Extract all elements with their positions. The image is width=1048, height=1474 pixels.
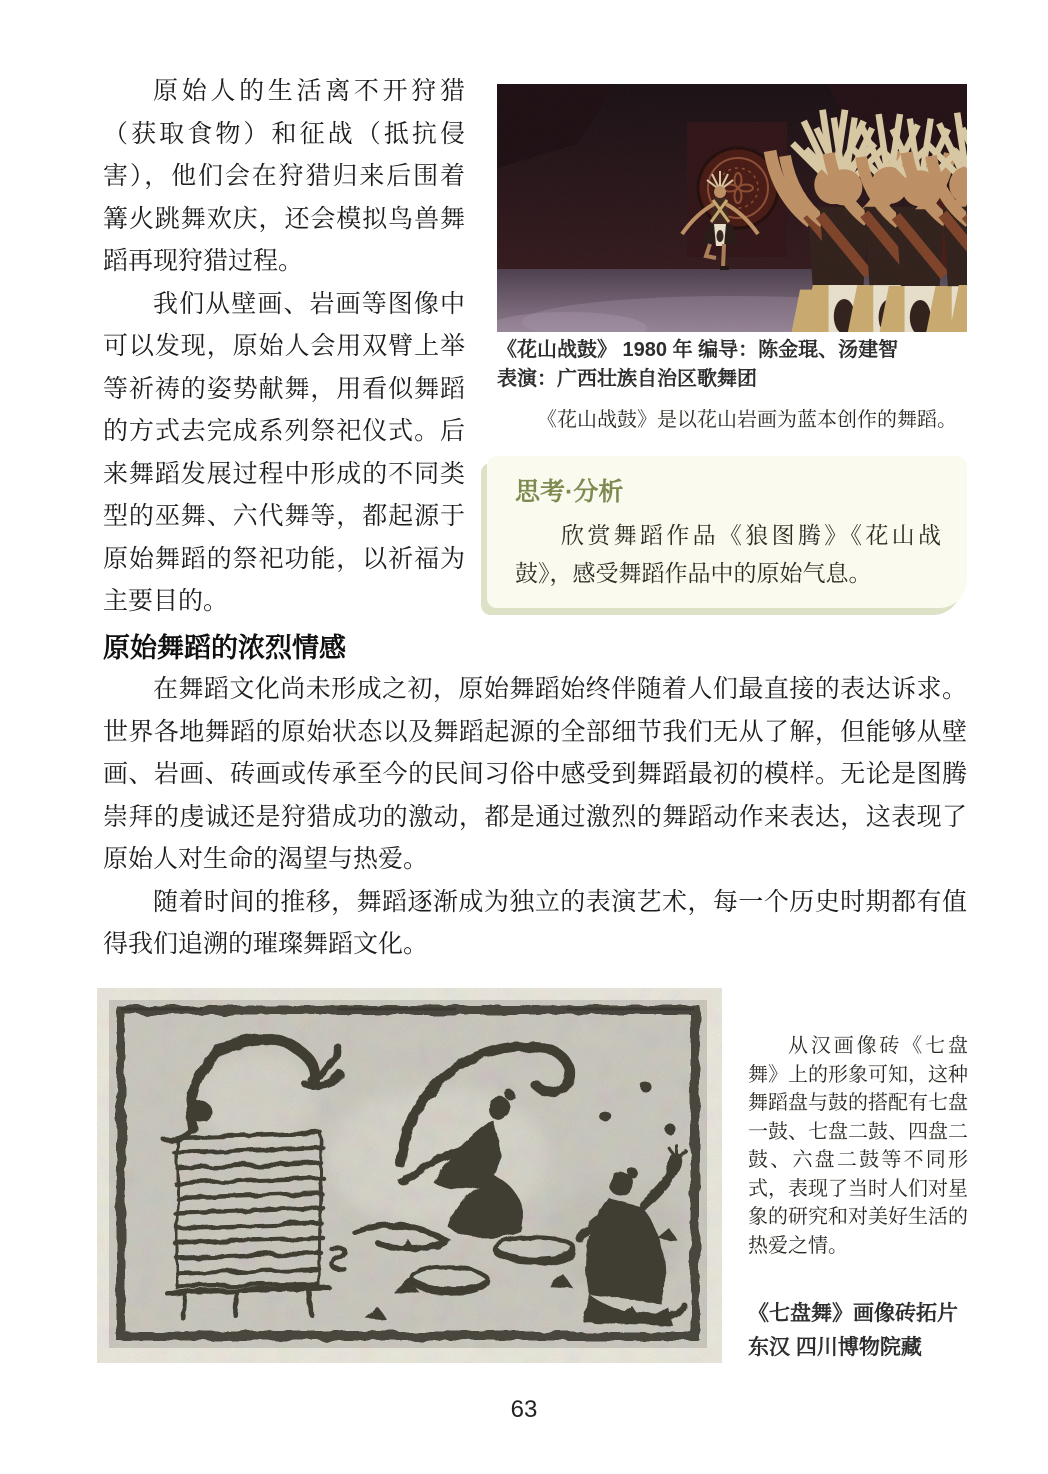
think-analyze-box: [487, 456, 967, 608]
rubbing-caption: [748, 1297, 988, 1365]
rubbing-figure: [97, 988, 722, 1363]
think-box-title: 思考·分析: [515, 478, 624, 506]
rubbing-caption-line2: 东汉 四川博物院藏: [748, 1336, 922, 1359]
paragraph: 原始人的生活离不开狩猎（获取食物）和征战（抵抗侵害），他们会在狩猎归来后围着篝火跳舞欢庆，还会模拟鸟兽舞蹈再现狩猎过程。: [103, 78, 465, 275]
stage-photo-illustration: [497, 84, 967, 332]
page-number: 63: [510, 1396, 538, 1423]
paragraph: 随着时间的推移，舞蹈逐渐成为独立的表演艺术，每一个历史时期都有值得我们追溯的璀璨舞蹈文化。: [103, 888, 967, 958]
photo-caption-line2: 表演：广西壮族自治区歌舞团: [497, 368, 757, 390]
rubbing-illustration: [97, 988, 722, 1363]
performance-photo: [497, 84, 967, 332]
left-text-column: [103, 71, 465, 624]
rubbing-caption-line1: 《七盘舞》画像砖拓片: [748, 1302, 958, 1325]
photo-caption-line1: 《花山战鼓》 1980 年 编导：陈金琨、汤建智: [497, 339, 899, 361]
section-heading: 原始舞蹈的浓烈情感: [103, 633, 346, 663]
rubbing-side-note: 从汉画像砖《七盘舞》上的形象可知，这种舞蹈盘与鼓的搭配有七盘一鼓、七盘二鼓、四盘二鼓、六盘二鼓等不同形式，表现了当时人们对星象的研究和对美好生活的热爱之情。: [748, 1035, 968, 1257]
paragraph: 在舞蹈文化尚未形成之初，原始舞蹈始终伴随着人们最直接的表达诉求。世界各地舞蹈的原始状态以及舞蹈起源的全部细节我们无从了解，但能够从壁画、岩画、砖画或传承至今的民间习俗中感受到舞蹈最初的模样。无论是图腾崇拜的虔诚还是狩猎成功的激动，都是通过激烈的舞蹈动作来表达，这表现了原始人对生命的渴望与热爱。: [103, 676, 967, 873]
paragraph: 我们从壁画、岩画等图像中可以发现，原始人会用双臂上举等祈祷的姿势献舞，用看似舞蹈的方式去完成系列祭祀仪式。后来舞蹈发展过程中形成的不同类型的巫舞、六代舞等，都起源于原始舞蹈的祭祀功能，以祈福为主要目的。: [103, 290, 465, 615]
section-paragraphs: [103, 669, 967, 967]
think-box-body: 欣赏舞蹈作品《狼图腾》《花山战鼓》，感受舞蹈作品中的原始气息。: [515, 523, 941, 586]
photo-caption: [497, 336, 967, 394]
photo-note: 《花山战鼓》是以花山岩画为蓝本创作的舞蹈。: [537, 409, 957, 431]
